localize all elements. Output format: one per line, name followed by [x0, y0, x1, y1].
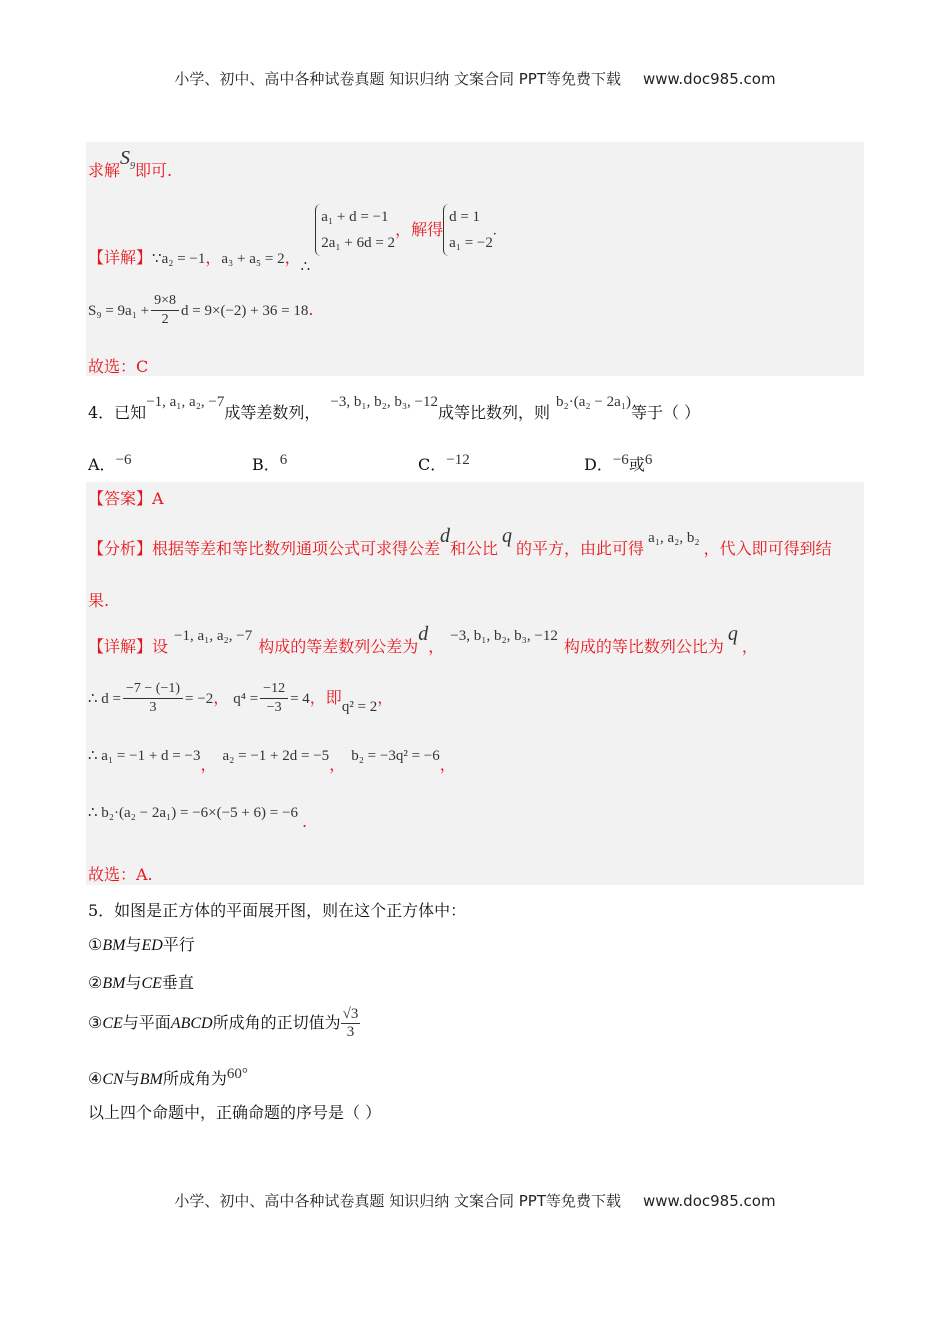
prev-intro-line: 求解$S_9$即可.	[88, 147, 173, 180]
q4-analysis-line: 【分析】根据等差和等比数列通项公式可求得公差d和公比q的平方，由此可得a₁, a₂, b₂，代入即可得到结	[88, 525, 832, 558]
prev-detail-line: 【详解】∵a₂ = −1，a₃ + a₅ = 2，∴ a₁ + d = −1 2a₁ + 6d = 2 ，解得 d = 1 a₁ = −2 .	[88, 204, 497, 256]
page-header	[0, 68, 950, 89]
q5-closing: 以上四个命题中，正确命题的序号是（ ）	[88, 1103, 382, 1122]
q4-answer-tag: 【答案】A	[88, 489, 164, 508]
option-b: B．6	[252, 452, 288, 474]
q4-analysis-line-2: 果.	[88, 591, 110, 610]
detail-tag: 【详解】	[88, 247, 153, 267]
q4-detail-line: 【详解】设−1, a₁, a₂, −7构成的等差数列公差为d，−3, b₁, b₂, b₃, −12构成的等比数列公比为q，	[88, 623, 758, 656]
s9-symbol: $S_9$	[120, 147, 136, 172]
prev-answer: 故选：C	[88, 357, 149, 376]
option-d: D．−6或6	[584, 452, 653, 474]
equation-system-1: a₁ + d = −1 2a₁ + 6d = 2	[315, 204, 395, 256]
header-site: www.doc985.com	[642, 70, 776, 88]
q5-item-1: ①BM与ED平行	[88, 935, 195, 954]
q4-final-line: ∴ b₂·(a₂ − 2a₁) = −6×(−5 + 6) = −6 .	[88, 805, 308, 831]
arith-seq: −1, a₁, a₂, −7	[146, 394, 225, 410]
question-4-stem: 4．已知−1, a₁, a₂, −7成等差数列，−3, b₁, b₂, b₃, −12成等比数列，则b₂·(a₂ − 2a₁)等于（ ）	[88, 394, 701, 422]
question-5-stem: 5．如图是正方体的平面展开图，则在这个正方体中：	[88, 901, 467, 920]
option-c: C．−12	[418, 452, 470, 474]
q5-item-4: ④CN与BM所成角为60°	[88, 1066, 248, 1088]
q4-d-q-line: ∴ d = $\frac{-7 - (-1)}{3}$ = −2， q⁴ = $\frac{-12}{-3}$ = 4，即q² = 2，	[88, 681, 394, 715]
footer-text: 小学、初中、高中各种试卷真题 知识归纳 文案合同 PPT等免费下载	[174, 1192, 621, 1210]
footer-site: www.doc985.com	[642, 1192, 776, 1210]
q4-answer: 故选：A.	[88, 865, 153, 884]
equation-system-2: d = 1 a₁ = −2	[443, 204, 493, 256]
target-expression: b₂·(a₂ − 2a₁)	[556, 394, 631, 410]
q4-values-line: ∴ a₁ = −1 + d = −3， a₂ = −1 + 2d = −5， b₂ = −3q² = −6，	[88, 748, 456, 774]
q5-item-2: ②BM与CE垂直	[88, 973, 194, 992]
option-a: A．−6	[88, 452, 132, 474]
page-footer	[0, 1190, 950, 1211]
header-text: 小学、初中、高中各种试卷真题 知识归纳 文案合同 PPT等免费下载	[174, 70, 621, 88]
s9-formula-line: S₉ = 9a₁ + $\frac{9\times 8}{2}$ d = 9×(−2) + 36 = 18.	[88, 293, 314, 327]
q5-item-3: ③CE与平面ABCD所成角的正切值为 $\frac{√3}{3}$	[88, 1006, 359, 1040]
geo-seq: −3, b₁, b₂, b₃, −12	[330, 394, 439, 410]
